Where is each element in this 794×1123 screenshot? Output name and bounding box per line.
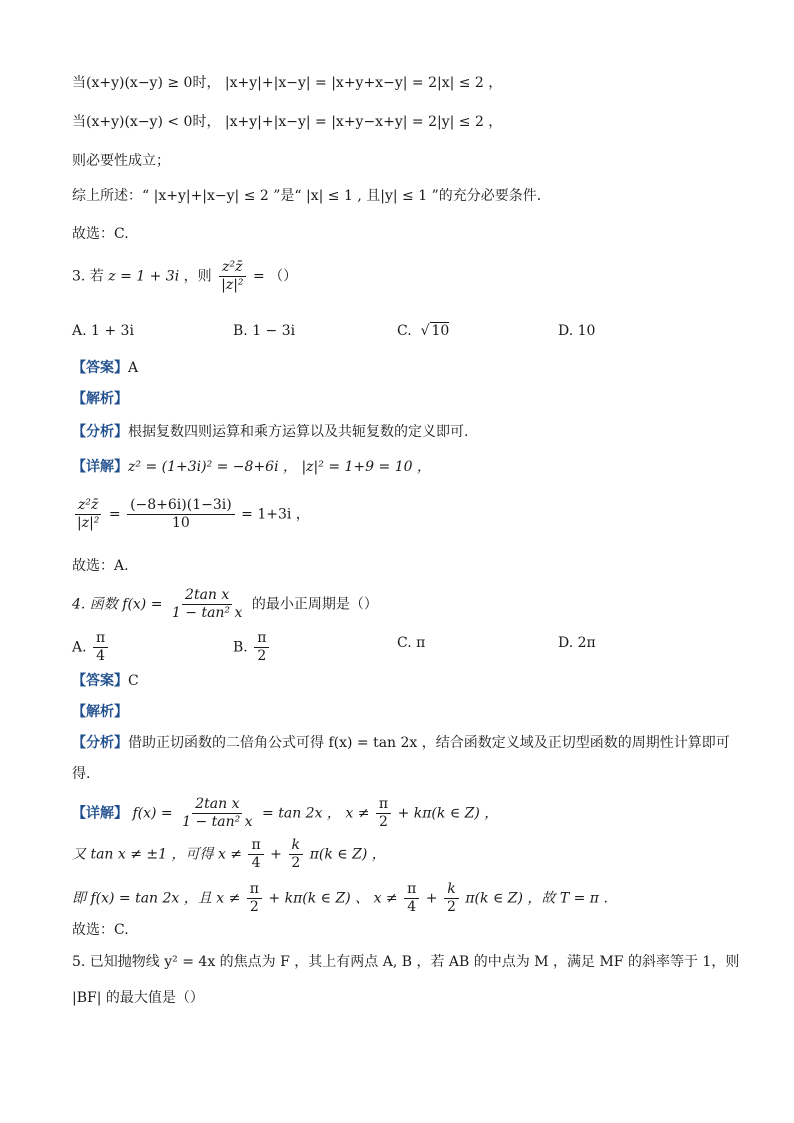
fraction-numerator: k: [289, 837, 303, 855]
line-prefix: 即 f(x) = tan 2x ，且 x ≠: [72, 890, 241, 907]
option-d: D. 2π: [558, 635, 596, 651]
fraction-denominator: 2: [446, 899, 456, 915]
inline-fraction: [288, 837, 303, 872]
sqrt-icon: √: [416, 323, 430, 339]
fraction-numerator: π: [247, 881, 262, 899]
option-a: A. 1 + 3i: [72, 323, 134, 339]
inline-fraction: [248, 837, 263, 872]
xiangjie-line: [72, 457, 431, 477]
option-c: [397, 321, 449, 341]
option-label: A.: [72, 639, 87, 656]
xiangjie-tag: 【详解】: [72, 805, 128, 822]
fraction-denominator: 10: [171, 515, 190, 531]
fraction-numerator: k: [444, 881, 458, 899]
q4-tail: 的最小正周期是（）: [251, 596, 378, 613]
answer-value: A: [128, 360, 139, 376]
answer-line: [72, 671, 139, 691]
xj-prefix: f(x) =: [132, 805, 173, 822]
calc-fraction-left: [74, 497, 102, 532]
text-line: 综上所述：“ |x+y|+|x−y| ≤ 2 ”是“ |x| ≤ 1 , 且|y| ≤ 1 ”的充分必要条件.: [72, 188, 542, 204]
fraction-numerator: π: [93, 630, 108, 648]
fraction-denominator: 2: [291, 855, 301, 871]
q3-prefix: 3. 若: [72, 268, 104, 285]
option-d: D. 10: [558, 323, 596, 339]
answer-tag: 【答案】: [72, 360, 128, 376]
xj-fraction: [179, 796, 256, 831]
xiangjie-line: [72, 796, 498, 831]
fraction-numerator: (−8+6i)(1−3i): [127, 497, 235, 515]
plus-sign: +: [270, 846, 282, 863]
fraction-numerator: 2tan x: [192, 796, 242, 814]
option-b: [233, 630, 271, 665]
fraction-numerator: 2tan x: [182, 587, 232, 605]
option-label: B.: [233, 639, 248, 656]
fraction-denominator: 4: [407, 899, 417, 915]
text-line: 得.: [72, 766, 91, 782]
line-tail: π(k ∈ Z) ，: [309, 846, 386, 863]
fraction-numerator: π: [376, 796, 391, 814]
plus-sign: +: [425, 890, 438, 907]
fenxi-tag: 【分析】: [72, 424, 128, 440]
fraction-numerator: z²z̄: [219, 259, 245, 277]
text-line: 则必要性成立；: [72, 153, 170, 169]
fraction-numerator: π: [254, 630, 269, 648]
answer-value: C: [128, 673, 139, 689]
text-line: [72, 837, 386, 872]
fraction-denominator: 1 − tan² x: [182, 814, 253, 830]
xj-fraction: [376, 796, 391, 831]
option-a: [72, 630, 110, 665]
question-5-stem-cont: |BF| 的最大值是（）: [72, 990, 204, 1006]
option-fraction: [254, 630, 269, 665]
option-fraction: [93, 630, 108, 665]
option-label: C.: [397, 323, 412, 339]
text-line: 当(x+y)(x−y) < 0时， |x+y|+|x−y| = |x+y−x+y| = 2|y| ≤ 2 ，: [72, 114, 503, 130]
q4-prefix: 4. 函数 f(x) =: [72, 596, 163, 613]
fenxi-line: [72, 422, 468, 442]
inline-fraction: [444, 881, 459, 916]
question-4-stem: [72, 587, 378, 622]
inline-fraction: [247, 881, 262, 916]
option-value: 10: [431, 323, 450, 339]
analysis-tag: [72, 389, 128, 409]
calc-tail: = 1+3i ，: [241, 506, 310, 523]
xiangjie-text: z² = (1+3i)² = −8+6i ， |z|² = 1+9 = 10 ，: [128, 459, 431, 475]
q4-fraction: [169, 587, 246, 622]
question-3-stem: [72, 259, 297, 294]
text-line: 当(x+y)(x−y) ≥ 0时， |x+y|+|x−y| = |x+y+x−y| = 2|x| ≤ 2 ，: [72, 75, 503, 91]
fraction-numerator: π: [248, 837, 263, 855]
text-line: 故选：C.: [72, 922, 129, 938]
analysis-label: 【解析】: [72, 391, 128, 407]
text-line: 故选：A.: [72, 558, 129, 574]
fraction-denominator: |z|²: [221, 277, 244, 293]
answer-line: [72, 358, 138, 378]
answer-tag: 【答案】: [72, 673, 128, 689]
question-5-stem: 5. 已知抛物线 y² = 4x 的焦点为 F ，其上有两点 A, B ，若 AB 的中点为 M ，满足 MF 的斜率等于 1，则: [72, 954, 740, 970]
fraction-denominator: 4: [96, 648, 106, 664]
text-line: 故选：C.: [72, 226, 129, 242]
fenxi-tag: 【分析】: [72, 735, 128, 751]
calc-fraction-right: [127, 497, 235, 532]
fraction-denominator: 2: [379, 814, 388, 830]
text-line: [72, 881, 608, 916]
fraction-denominator: |z|²: [77, 515, 100, 531]
q3-fraction: [218, 259, 246, 294]
xiangjie-tag: 【详解】: [72, 459, 128, 475]
analysis-tag: [72, 702, 128, 722]
option-c: C. π: [397, 635, 426, 651]
q3-tail: = （）: [252, 268, 298, 285]
fraction-denominator: 2: [257, 648, 267, 664]
fenxi-text: 根据复数四则运算和乘方运算以及共轭复数的定义即可.: [128, 424, 469, 440]
fraction-numerator: π: [404, 881, 419, 899]
fraction-denominator: 2: [249, 899, 259, 915]
fenxi-line: [72, 733, 730, 753]
calc-line: [72, 497, 310, 532]
analysis-label: 【解析】: [72, 704, 128, 720]
line-prefix: 又 tan x ≠ ±1 ，可得 x ≠: [72, 846, 243, 863]
fenxi-text: 借助正切函数的二倍角公式可得 f(x) = tan 2x ，结合函数定义域及正切型函数的周期性计算即可: [128, 735, 730, 751]
equals-sign: =: [108, 506, 121, 523]
fraction-numerator: z²z̄: [75, 497, 101, 515]
q3-eq: z = 1 + 3i: [108, 268, 180, 285]
xj-tail: + kπ(k ∈ Z) ，: [397, 805, 499, 822]
fraction-denominator: 1 − tan² x: [171, 605, 243, 621]
option-b: B. 1 − 3i: [233, 323, 296, 339]
line-tail: π(k ∈ Z) ，故 T = π .: [465, 890, 608, 907]
inline-fraction: [404, 881, 419, 916]
line-mid: + kπ(k ∈ Z) 、 x ≠: [268, 890, 398, 907]
q3-mid: ，则: [183, 268, 212, 285]
xj-mid: = tan 2x ， x ≠: [262, 805, 370, 822]
fraction-denominator: 4: [251, 855, 261, 871]
